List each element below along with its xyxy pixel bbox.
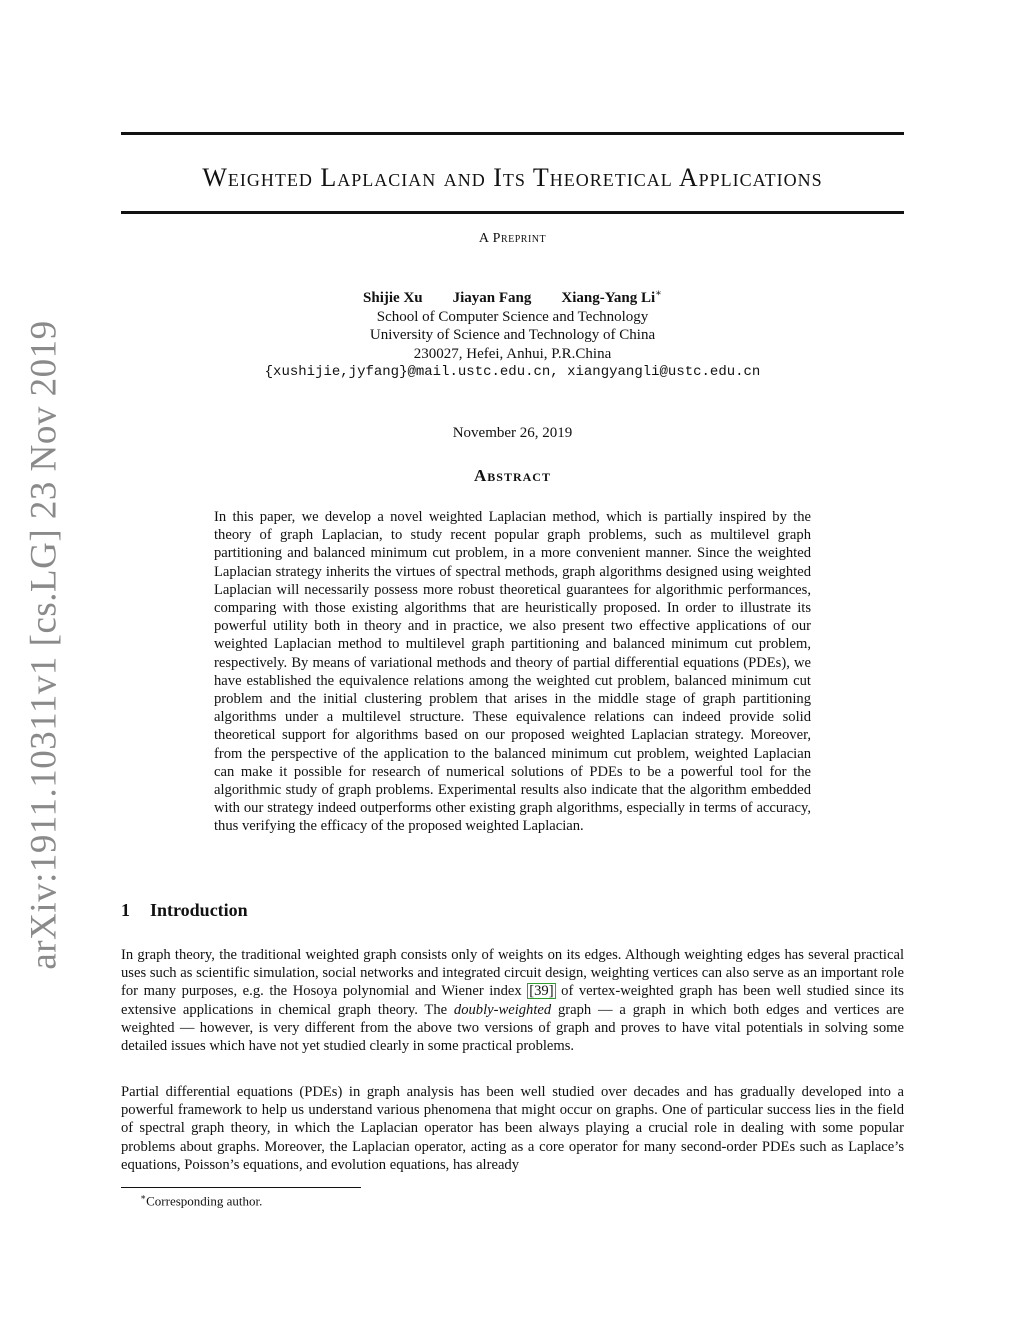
title-rule-top [121, 132, 904, 135]
author-block [121, 285, 904, 382]
citation-link[interactable]: [39] [529, 983, 554, 1000]
affiliation-line: School of Computer Science and Technology [376, 308, 649, 325]
author-name: Shijie Xu [363, 290, 423, 306]
intro-paragraph-2: Partial differential equations (PDEs) in graph analysis has been well studied over decades and has gradually developed into a powerful framework to help us understand various phenomena that might occur on graphs. One of particular success lies in the field of spectral graph theory, in which the Laplacian operator has been always playing a crucial role in dealing with some popular problems about graphs. Moreover, the Laplacian operator, acting as a core operator for many second-order PDEs such as Laplace’s equations, Poisson’s equations, and evolution equations, has already [121, 1084, 904, 1173]
author-name: Xiang-Yang Li∗ [561, 288, 662, 306]
author-names [121, 285, 904, 308]
author-name: Jiayan Fang [452, 290, 532, 306]
section-title: Introduction [150, 900, 248, 920]
publication-date: November 26, 2019 [452, 425, 573, 441]
preprint-label: A Preprint [478, 231, 547, 246]
arxiv-identifier: arXiv:1911.10311v1 [cs.LG] 23 Nov 2019 [23, 320, 65, 970]
footnote-rule [121, 1187, 361, 1188]
abstract-heading: Abstract [474, 466, 551, 485]
corresponding-marker: ∗ [655, 288, 662, 299]
footnote-marker: ∗ [140, 1192, 147, 1202]
section-number: 1 [121, 900, 130, 920]
paper-title: Weighted Laplacian and Its Theoretical Applications [202, 163, 823, 192]
intro-paragraph-1: In graph theory, the traditional weighted graph consists only of weights on its edges. Although weighting edges has several practical uses such as scientific simulation, social networks and integrated circuit design, weighting vertices can also serve as an important role for many purposes, e.g. the Hosoya polynomial and Wiener index [39] of vertex-weighted graph has been well studied since its extensive applications in chemical graph theory. The doubly-weighted graph — a graph in which both edges and vertices are weighted — however, is very different from the above two versions of graph and proves to have vital potentials in solving some detailed issues which have not yet studied clearly in some practical problems. [121, 947, 904, 1055]
author-emails[interactable]: {xushijie,jyfang}@mail.ustc.edu.cn, xiangyangli@ustc.edu.cn [264, 364, 761, 380]
section-heading-introduction [121, 900, 248, 921]
title-rule-bottom [121, 211, 904, 214]
affiliation-line: 230027, Hefei, Anhui, P.R.China [413, 345, 612, 362]
abstract-text: In this paper, we develop a novel weighted Laplacian method, which is partially inspired by the theory of graph Laplacian, to study recent popular graph problems, such as multilevel graph partitioning and balanced minimum cut problem, in a more convenient manner. Since the weighted Laplacian strategy inherits the virtues of spectral methods, graph algorithms designed using weighted Laplacian will necessarily possess more robust theoretical guarantees for algorithmic performances, comparing with those existing algorithms that are heuristically proposed. In order to illustrate its powerful utility both in theory and in practice, we also present two effective applications of our weighted Laplacian method to multilevel graph partitioning and balanced minimum cut problem, respectively. By means of variational methods and theory of partial differential equations (PDEs), we have established the equivalence relations among the weighted cut problem, balanced minimum cut problem and the initial clustering problem that arises in the middle stage of graph partitioning algorithms under a multilevel structure. These equivalence relations can indeed provide solid theoretical support for algorithms based on our proposed weighted Laplacian strategy. Moreover, from the perspective of the application to the balanced minimum cut problem, weighted Laplacian can make it possible for research of numerical solutions of PDEs to be a powerful tool for the algorithmic study of graph problems. Experimental results also indicate that the algorithm embedded with our strategy indeed outperforms other existing graph algorithms, especially in terms of accuracy, thus verifying the efficacy of the proposed weighted Laplacian. [214, 509, 811, 835]
footnote [140, 1192, 262, 1209]
affiliation-line: University of Science and Technology of China [369, 327, 656, 343]
emphasis-text: doubly-weighted [453, 1001, 552, 1018]
footnote-text: Corresponding author. [146, 1193, 263, 1209]
